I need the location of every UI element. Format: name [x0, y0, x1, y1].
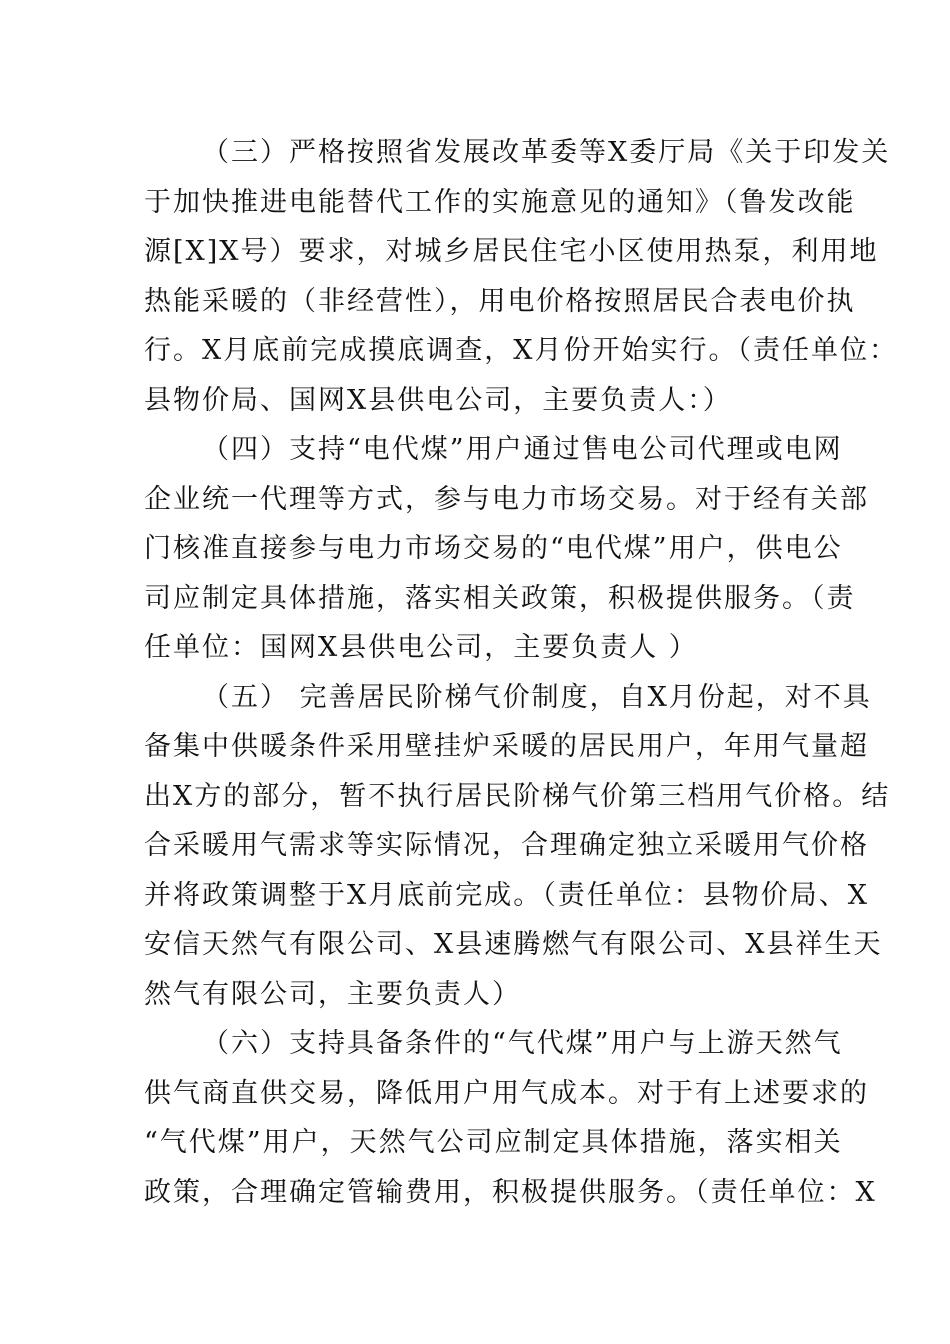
- text-line: （三）严格按照省发展改革委等X委厅局《关于印发关: [202, 137, 891, 168]
- text-line: 并将政策调整于X月底前完成。（责任单位：县物价局、X: [144, 879, 869, 911]
- text-line: 政策，合理确定管输费用，积极提供服务。（责任单位：X: [144, 1176, 877, 1208]
- text-line: 安信天然气有限公司、X县速腾燃气有限公司、X县祥生天: [144, 929, 883, 960]
- text-line: 合采暖用气需求等实际情况，合理确定独立采暖用气价格: [144, 830, 869, 861]
- text-line: 供气商直供交易，降低用户用气成本。对于有上述要求的: [144, 1077, 869, 1109]
- paragraph-4: [144, 425, 869, 673]
- text-line: （五） 完善居民阶梯气价制度，自X月份起，对不具: [202, 681, 872, 713]
- text-line: 企业统一代理等方式，参与电力市场交易。对于经有关部: [144, 483, 869, 515]
- paragraph-6: [144, 1019, 877, 1217]
- text-line: （六）支持具备条件的“气代煤”用户与上游天然气: [202, 1028, 843, 1059]
- text-line: “气代煤”用户，天然气公司应制定具体措施，落实相关: [144, 1127, 843, 1158]
- text-line: 行。X月底前完成摸底调查，X月份开始实行。（责任单位：: [144, 335, 898, 366]
- text-line: 出X方的部分，暂不执行居民阶梯气价第三档用气价格。结: [144, 780, 891, 812]
- text-line: 备集中供暖条件采用壁挂炉采暖的居民用户，年用气量超: [144, 731, 869, 762]
- text-line: 司应制定具体措施，落实相关政策，积极提供服务。（责: [144, 582, 856, 614]
- text-line: （四）支持“电代煤”用户通过售电公司代理或电网: [202, 434, 843, 465]
- text-line: 源[X]X号）要求，对城乡居民住宅小区使用热泵，利用地: [144, 236, 879, 267]
- text-line: 热能采暖的（非经营性），用电价格按照居民合表电价执: [144, 285, 856, 317]
- text-line: 于加快推进电能替代工作的实施意见的通知》（鲁发改能: [144, 186, 856, 218]
- text-line: 然气有限公司，主要负责人）: [144, 978, 521, 1010]
- paragraph-5: [144, 673, 891, 1020]
- text-line: 任单位：国网X县供电公司，主要负责人 ）: [144, 632, 698, 663]
- text-line: 县物价局、国网X县供电公司，主要负责人：）: [144, 384, 732, 416]
- text-line: 门核准直接参与电力市场交易的“电代煤”用户，供电公: [144, 533, 843, 564]
- document-body: [144, 128, 898, 1217]
- paragraph-3: [144, 128, 898, 425]
